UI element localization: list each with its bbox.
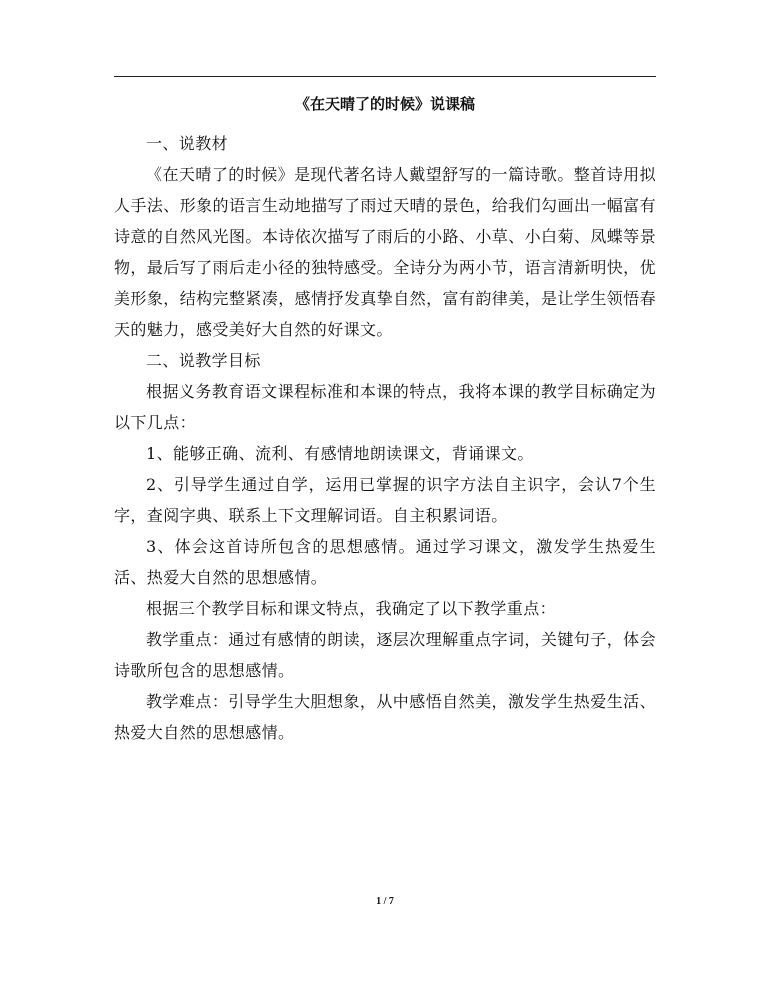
section-heading-textbook: 一、说教材 bbox=[146, 134, 229, 153]
document-body bbox=[114, 128, 656, 748]
document-title: 《在天晴了的时候》说课稿 bbox=[294, 95, 475, 113]
header-rule bbox=[114, 76, 656, 77]
objective-item-3: 3、体会这首诗所包含的思想感情。通过学习课文，激发学生热爱生活、热爱大自然的思想感情。 bbox=[114, 537, 656, 587]
objective-item-2: 2、引导学生通过自学，运用已掌握的识字方法自主识字，会认7个生字，查阅字典、联系上下文理解词语。自主积累词语。 bbox=[114, 475, 656, 525]
paragraph-textbook-description: 《在天晴了的时候》是现代著名诗人戴望舒写的一篇诗歌。整首诗用拟人手法、形象的语言生动地描写了雨过天晴的景色，给我们勾画出一幅富有诗意的自然风光图。本诗依次描写了雨后的小路、小草、小白菊、凤蝶等景物，最后写了雨后走小径的独特感受。全诗分为两小节，语言清新明快，优美形象，结构完整紧凑，感情抒发真挚自然，富有韵律美，是让学生领悟春天的魅力，感受美好大自然的好课文。 bbox=[114, 165, 656, 339]
section-heading-objectives: 二、说教学目标 bbox=[146, 351, 261, 370]
paragraph-difficulties: 教学难点：引导学生大胆想象，从中感悟自然美，激发学生热爱生活、热爱大自然的思想感情。 bbox=[114, 692, 656, 742]
page-number: 1 / 7 bbox=[376, 896, 394, 907]
objective-item-1: 1、能够正确、流利、有感情地朗读课文，背诵课文。 bbox=[146, 444, 534, 463]
paragraph-objectives-intro: 根据义务教育语文课程标准和本课的特点，我将本课的教学目标确定为以下几点： bbox=[114, 382, 656, 432]
paragraph-key-points: 教学重点：通过有感情的朗读，逐层次理解重点字词，关键句子，体会诗歌所包含的思想感情。 bbox=[114, 630, 656, 680]
paragraph-key-points-intro: 根据三个教学目标和课文特点，我确定了以下教学重点： bbox=[146, 599, 557, 618]
